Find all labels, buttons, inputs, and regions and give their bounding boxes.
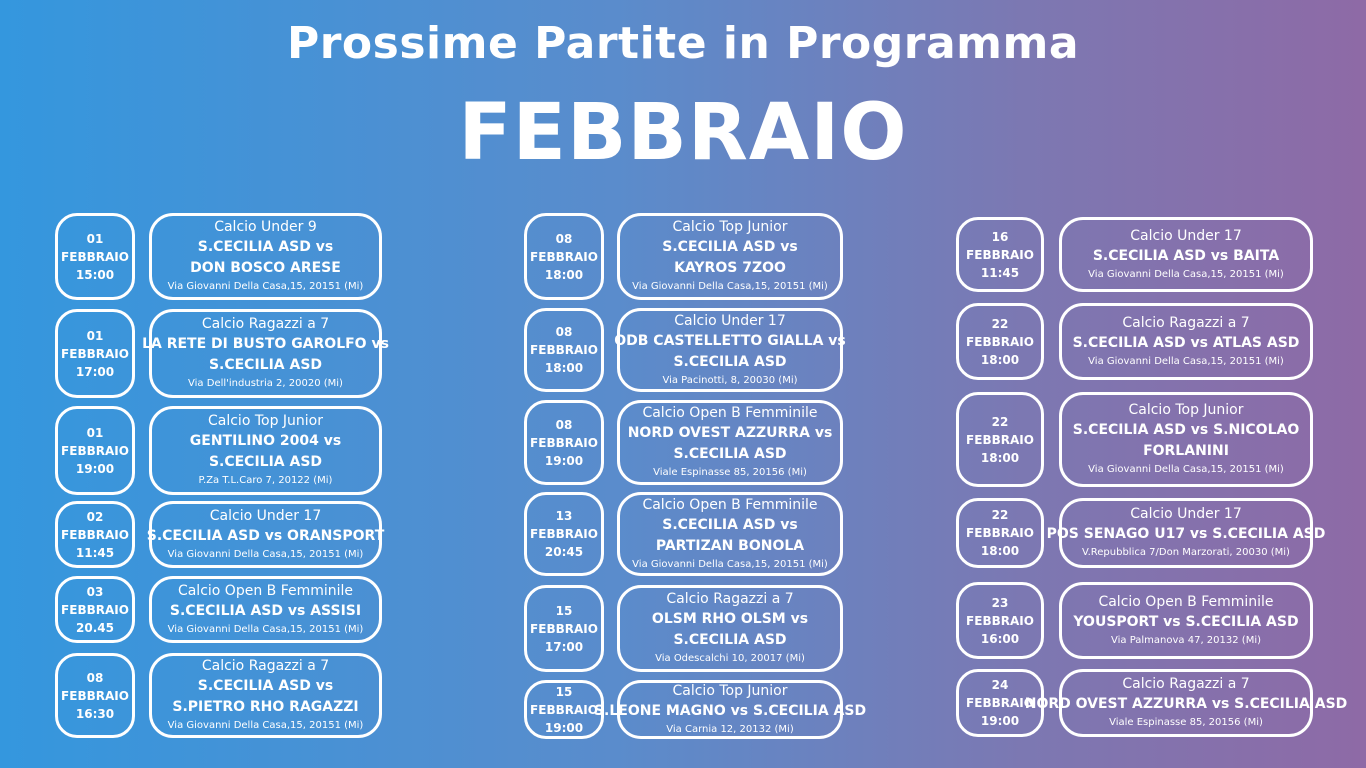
match-card bbox=[149, 576, 382, 643]
date-time: 16:30 bbox=[75, 706, 115, 721]
match-date-badge bbox=[524, 308, 604, 392]
match-date-badge bbox=[524, 585, 604, 672]
match-category: Calcio Under 17 bbox=[1130, 227, 1242, 244]
date-month: FEBBRAIO bbox=[530, 249, 598, 264]
date-month: FEBBRAIO bbox=[530, 435, 598, 450]
date-day: 23 bbox=[991, 595, 1009, 610]
match-teams: S.CECILIA ASD vs ATLAS ASD bbox=[1072, 334, 1300, 351]
match-teams: S.CECILIA ASD vs BAITA bbox=[1092, 247, 1280, 264]
date-month: FEBBRAIO bbox=[61, 249, 129, 264]
date-time: 18:00 bbox=[980, 544, 1020, 558]
date-day: 01 bbox=[86, 328, 104, 343]
date-month: FEBBRAIO bbox=[966, 334, 1034, 349]
match-teams: S.CECILIA ASD bbox=[208, 357, 323, 373]
date-time: 18:00 bbox=[980, 450, 1020, 465]
match-teams: GENTILINO 2004 vs bbox=[189, 433, 342, 449]
match-card bbox=[1059, 582, 1313, 659]
match-teams: S.CECILIA ASD vs bbox=[662, 516, 798, 533]
match-category: Calcio Under 17 bbox=[674, 312, 786, 329]
match-address: P.Za T.L.Caro 7, 20122 (Mi) bbox=[198, 475, 333, 486]
match-category: Calcio Under 9 bbox=[214, 219, 317, 235]
match-card bbox=[1024, 669, 1348, 737]
match-teams: POS SENAGO U17 vs S.CECILIA ASD bbox=[1046, 526, 1326, 542]
match-address: Viale Espinasse 85, 20156 (Mi) bbox=[1109, 717, 1263, 728]
match-address: Via Giovanni Della Casa,15, 20151 (Mi) bbox=[167, 720, 364, 731]
match-date-badge bbox=[55, 653, 135, 738]
match-date-badge bbox=[55, 406, 135, 495]
date-month: FEBBRAIO bbox=[61, 527, 129, 542]
match-category: Calcio Top Junior bbox=[672, 682, 788, 699]
match-address: Via Giovanni Della Casa,15, 20151 (Mi) bbox=[632, 558, 828, 570]
match-date-badge bbox=[956, 498, 1044, 568]
date-time: 17:00 bbox=[544, 639, 584, 654]
match-address: Via Palmanova 47, 20132 (Mi) bbox=[1110, 634, 1262, 646]
date-day: 02 bbox=[86, 509, 104, 524]
match-address: Via Dell'industria 2, 20020 (Mi) bbox=[188, 378, 343, 389]
date-day: 08 bbox=[555, 231, 573, 246]
match-date-badge bbox=[956, 392, 1044, 487]
date-day: 22 bbox=[991, 316, 1009, 331]
match-teams: S.CECILIA ASD vs S.NICOLAO bbox=[1072, 422, 1300, 438]
match-teams: OLSM RHO OLSM vs bbox=[651, 611, 809, 627]
date-day: 16 bbox=[991, 229, 1009, 244]
match-address: Via Giovanni Della Casa,15, 20151 (Mi) bbox=[167, 623, 364, 635]
date-day: 08 bbox=[86, 670, 104, 685]
date-time: 19:00 bbox=[544, 453, 584, 468]
date-month: FEBBRAIO bbox=[530, 343, 598, 357]
match-category: Calcio Ragazzi a 7 bbox=[1122, 676, 1250, 692]
match-address: V.Repubblica 7/Don Marzorati, 20030 (Mi) bbox=[1082, 547, 1290, 558]
date-month: FEBBRAIO bbox=[530, 527, 598, 541]
match-address: Via Giovanni Della Casa,15, 20151 (Mi) bbox=[632, 281, 828, 292]
date-month: FEBBRAIO bbox=[966, 613, 1034, 628]
date-month: FEBBRAIO bbox=[61, 688, 129, 703]
match-card bbox=[593, 680, 867, 739]
match-category: Calcio Top Junior bbox=[1128, 402, 1244, 418]
match-teams: YOUSPORT vs S.CECILIA ASD bbox=[1073, 613, 1299, 630]
match-address: Via Odescalchi 10, 20017 (Mi) bbox=[655, 653, 805, 664]
date-day: 13 bbox=[555, 509, 573, 523]
match-address: Via Giovanni Della Casa,15, 20151 (Mi) bbox=[167, 548, 364, 560]
date-time: 18:00 bbox=[544, 267, 584, 282]
match-teams: S.CECILIA ASD vs ORANSPORT bbox=[146, 527, 385, 544]
page-title: Prossime Partite in Programma bbox=[286, 18, 1080, 69]
date-month: FEBBRAIO bbox=[966, 696, 1034, 710]
match-address: Viale Espinasse 85, 20156 (Mi) bbox=[653, 467, 807, 478]
match-category: Calcio Open B Femminile bbox=[642, 405, 818, 421]
match-teams: S.CECILIA ASD bbox=[673, 632, 787, 648]
match-teams: PARTIZAN BONOLA bbox=[655, 537, 805, 554]
date-time: 16:00 bbox=[980, 631, 1020, 646]
match-card bbox=[1059, 303, 1313, 380]
match-category: Calcio Ragazzi a 7 bbox=[1122, 314, 1250, 331]
match-teams: NORD OVEST AZZURRA vs bbox=[627, 425, 833, 441]
match-card bbox=[617, 585, 843, 672]
month-title: FEBBRAIO bbox=[458, 88, 908, 178]
date-day: 15 bbox=[555, 603, 573, 618]
match-address: Via Giovanni Della Casa,15, 20151 (Mi) bbox=[1088, 355, 1284, 367]
date-day: 01 bbox=[86, 231, 104, 246]
date-month: FEBBRAIO bbox=[61, 346, 129, 361]
match-teams: DON BOSCO ARESE bbox=[190, 260, 341, 276]
match-category: Calcio Open B Femminile bbox=[177, 582, 354, 599]
date-day: 15 bbox=[555, 684, 573, 699]
match-category: Calcio Under 17 bbox=[1130, 506, 1242, 522]
match-category: Calcio Top Junior bbox=[207, 413, 323, 429]
match-address: Via Carnia 12, 20132 (Mi) bbox=[666, 723, 794, 735]
match-date-badge bbox=[55, 213, 135, 300]
date-day: 22 bbox=[991, 508, 1009, 522]
date-time: 11:45 bbox=[75, 545, 115, 560]
date-month: FEBBRAIO bbox=[61, 602, 129, 617]
match-category: Calcio Open B Femminile bbox=[1098, 593, 1274, 610]
match-date-badge bbox=[524, 213, 604, 300]
date-day: 08 bbox=[555, 325, 573, 339]
match-teams: KAYROS 7ZOO bbox=[674, 260, 786, 276]
match-category: Calcio Ragazzi a 7 bbox=[201, 316, 330, 332]
date-day: 08 bbox=[555, 417, 573, 432]
date-time: 11:45 bbox=[980, 265, 1020, 280]
match-teams: S.CECILIA ASD bbox=[208, 454, 323, 470]
date-time: 20:45 bbox=[544, 545, 584, 559]
match-teams: S.CECILIA ASD vs bbox=[197, 678, 334, 694]
match-card bbox=[614, 308, 846, 392]
match-category: Calcio Open B Femminile bbox=[642, 496, 818, 513]
match-card bbox=[1046, 498, 1326, 568]
match-card bbox=[1059, 217, 1313, 292]
date-month: FEBBRAIO bbox=[530, 702, 598, 717]
date-month: FEBBRAIO bbox=[966, 247, 1034, 262]
match-address: Via Giovanni Della Casa,15, 20151 (Mi) bbox=[1088, 268, 1284, 280]
match-card bbox=[149, 406, 382, 495]
match-teams: S.CECILIA ASD vs bbox=[197, 239, 334, 255]
match-card bbox=[146, 501, 385, 568]
date-month: FEBBRAIO bbox=[61, 443, 129, 458]
match-card bbox=[1059, 392, 1313, 487]
match-teams: LA RETE DI BUSTO GAROLFO vs bbox=[142, 336, 389, 352]
match-address: Via Giovanni Della Casa,15, 20151 (Mi) bbox=[1088, 464, 1284, 475]
date-day: 22 bbox=[991, 414, 1009, 429]
date-time: 18:00 bbox=[544, 361, 584, 375]
match-teams: ODB CASTELLETTO GIALLA vs bbox=[614, 332, 846, 349]
match-teams: FORLANINI bbox=[1143, 443, 1229, 459]
match-card bbox=[142, 309, 389, 398]
match-category: Calcio Ragazzi a 7 bbox=[201, 658, 330, 674]
match-date-badge bbox=[524, 680, 604, 739]
match-teams: S.CECILIA ASD bbox=[673, 446, 787, 462]
date-time: 19:00 bbox=[75, 461, 115, 476]
match-date-badge bbox=[524, 400, 604, 485]
date-month: FEBBRAIO bbox=[966, 526, 1034, 540]
date-day: 01 bbox=[86, 425, 104, 440]
match-card bbox=[617, 213, 843, 300]
match-teams: S.CECILIA ASD vs bbox=[662, 239, 798, 255]
date-time: 18:00 bbox=[980, 352, 1020, 367]
match-teams: S.PIETRO RHO RAGAZZI bbox=[172, 699, 359, 715]
match-card bbox=[617, 492, 843, 576]
match-card bbox=[149, 653, 382, 738]
date-day: 03 bbox=[86, 584, 104, 599]
match-teams: NORD OVEST AZZURRA vs S.CECILIA ASD bbox=[1024, 696, 1348, 712]
match-teams: S.LEONE MAGNO vs S.CECILIA ASD bbox=[593, 702, 867, 719]
date-time: 19:00 bbox=[544, 720, 584, 735]
match-date-badge bbox=[55, 576, 135, 643]
match-category: Calcio Ragazzi a 7 bbox=[666, 591, 794, 607]
date-day: 24 bbox=[991, 678, 1009, 692]
date-month: FEBBRAIO bbox=[530, 621, 598, 636]
match-address: Via Giovanni Della Casa,15, 20151 (Mi) bbox=[167, 281, 364, 292]
date-time: 15:00 bbox=[75, 267, 115, 282]
date-month: FEBBRAIO bbox=[966, 432, 1034, 447]
match-date-badge bbox=[55, 309, 135, 398]
match-date-badge bbox=[956, 217, 1044, 292]
match-date-badge bbox=[956, 582, 1044, 659]
match-teams: S.CECILIA ASD bbox=[673, 353, 787, 370]
match-date-badge bbox=[524, 492, 604, 576]
match-teams: S.CECILIA ASD vs ASSISI bbox=[169, 602, 362, 619]
match-card bbox=[149, 213, 382, 300]
date-time: 19:00 bbox=[980, 714, 1020, 728]
match-date-badge bbox=[956, 303, 1044, 380]
match-address: Via Pacinotti, 8, 20030 (Mi) bbox=[662, 374, 798, 386]
match-card bbox=[617, 400, 843, 485]
match-date-badge bbox=[55, 501, 135, 568]
date-time: 17:00 bbox=[75, 364, 115, 379]
match-category: Calcio Top Junior bbox=[672, 219, 788, 235]
date-time: 20.45 bbox=[76, 620, 114, 635]
match-category: Calcio Under 17 bbox=[209, 507, 322, 524]
